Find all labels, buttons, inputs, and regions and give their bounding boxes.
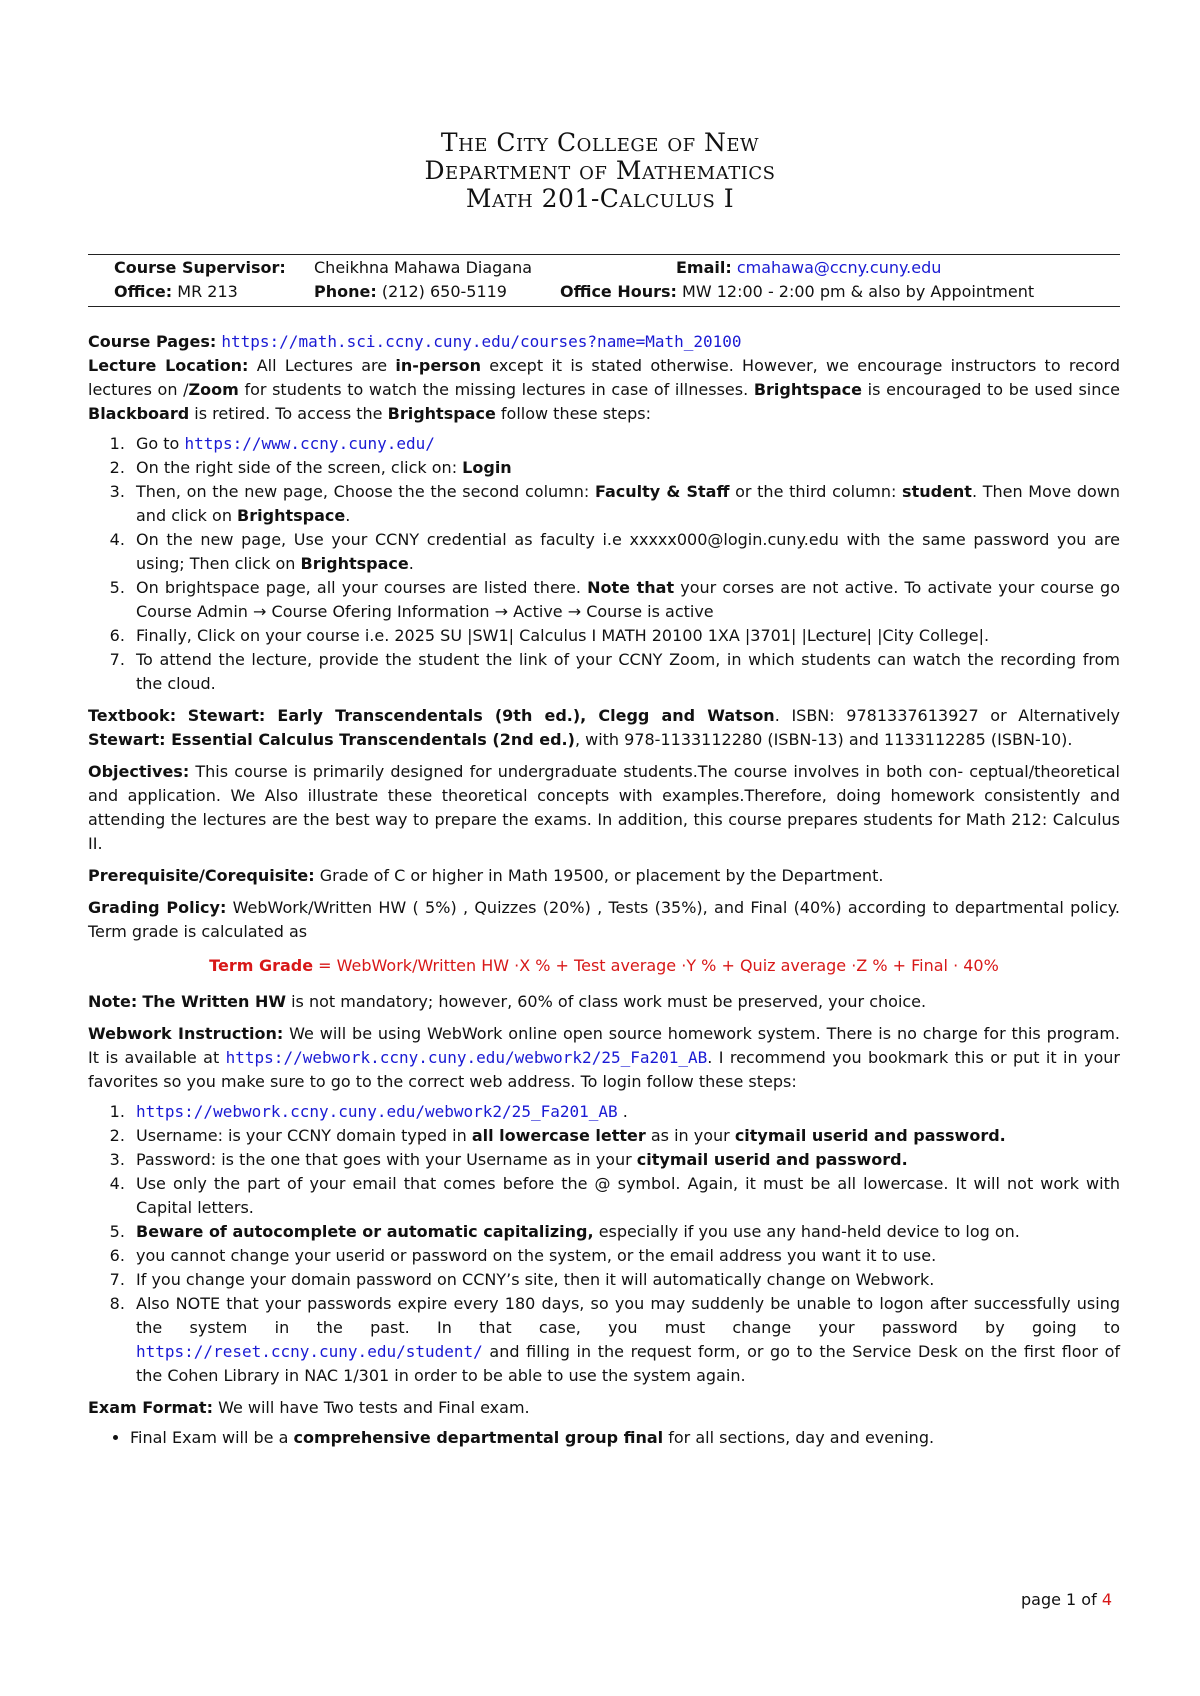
step-text: . (622, 1102, 628, 1121)
lecture-text: is encouraged to be used since (867, 380, 1121, 399)
phone-value: (212) 650-5119 (381, 282, 507, 301)
bullet-text: Final Exam will be a (130, 1428, 289, 1447)
institution-title: The City College of New (440, 128, 760, 157)
prereq-text: Grade of C or higher in Math 19500, or placement by the Department. (319, 866, 884, 885)
list-item (130, 1148, 1120, 1172)
step-bold: Beware of autocomplete or automatic capitalizing, (136, 1222, 594, 1241)
step-bold: Faculty & Staff (594, 482, 730, 501)
list-item (130, 480, 1120, 528)
webwork-steps (88, 1100, 1120, 1388)
exam-bullets (88, 1426, 1120, 1450)
hours-label: Office Hours: (560, 282, 677, 301)
course-pages-link[interactable]: https://math.sci.ccny.cuny.edu/courses?name=Math_20100 (221, 332, 742, 351)
lecture-bold: Brightspace (387, 404, 496, 423)
lecture-location (88, 354, 1120, 426)
email-label: Email: (676, 258, 732, 277)
page-total-link[interactable]: 4 (1101, 1590, 1112, 1609)
list-item: 4. Use only the part of your email that comes before the @ symbol. Again, it must be all lowercase. It will not work with Capital letters. (130, 1172, 1120, 1220)
textbook (88, 704, 1120, 752)
email-row (676, 258, 941, 277)
hours-row (560, 282, 1034, 301)
course-title: Math 201-Calculus I (465, 184, 735, 213)
step-text: . (345, 506, 351, 525)
step-bold: Note that (587, 578, 675, 597)
exam-text: We will have Two tests and Final exam. (218, 1398, 530, 1417)
objectives-label: Objectives: (88, 762, 190, 781)
step-text: Go to (136, 434, 180, 453)
step-text: On the new page, Use your CCNY credential as faculty i.e xxxxx000@login.cuny.edu with the same password you are using; Then click on (136, 530, 1120, 573)
textbook-bold: Stewart: Essential Calculus Transcendentals (2nd ed.) (88, 730, 575, 749)
page-number-text: page 1 of (1020, 1590, 1097, 1609)
step-text: Also NOTE that your passwords expire every 180 days, so you may suddenly be unable to logon after successfully using the system in the past. In that case, you must change your password by going to (136, 1294, 1120, 1337)
supervisor-row (114, 258, 286, 277)
lecture-text: for students to watch the missing lectures in case of illnesses. (244, 380, 749, 399)
office-label: Office: (114, 282, 173, 301)
reset-link[interactable]: https://reset.ccny.cuny.edu/student/ (136, 1342, 483, 1361)
webwork-label: Webwork Instruction: (88, 1024, 284, 1043)
textbook-text: . ISBN: 9781337613927 or Alternatively (774, 706, 1120, 725)
grading-policy (88, 896, 1120, 944)
step-text: Then, on the new page, Choose the the second column: (136, 482, 590, 501)
supervisor-label: Course Supervisor: (114, 258, 286, 277)
bullet-bold: comprehensive departmental group final (293, 1428, 664, 1447)
course-pages-label: Course Pages: (88, 332, 217, 351)
step-text: On the right side of the screen, click on: (136, 458, 458, 477)
step-text: Username: is your CCNY domain typed in (136, 1126, 467, 1145)
list-item: 6. Finally, Click on your course i.e. 2025 SU |SW1| Calculus I MATH 20100 1XA |3701| |Lecture| |City College|. (130, 624, 1120, 648)
prereq-label: Prerequisite/Corequisite: (88, 866, 315, 885)
phone-label: Phone: (314, 282, 377, 301)
list-item: 7. If you change your domain password on CCNY’s site, then it will automatically change on Webwork. (130, 1268, 1120, 1292)
step-text: especially if you use any hand-held device to log on. (598, 1222, 1020, 1241)
prerequisite (88, 864, 1120, 888)
webwork-instruction (88, 1022, 1120, 1094)
lecture-text: All Lectures are (256, 356, 388, 375)
exam-label: Exam Format: (88, 1398, 213, 1417)
step-text: as in your (650, 1126, 730, 1145)
webwork-step-link[interactable]: https://webwork.ccny.cuny.edu/webwork2/25_Fa201_AB (136, 1102, 618, 1121)
grading-label: Grading Policy: (88, 898, 227, 917)
lecture-text: except it is stated otherwise. However, we encourage instructors to record lectures on / (88, 356, 1120, 399)
exam-format (88, 1396, 1120, 1420)
phone-row (314, 282, 507, 301)
step-bold: Login (462, 458, 512, 477)
step-bold: Brightspace (237, 506, 346, 525)
header-bottom-rule (88, 306, 1120, 307)
document-body (88, 330, 1120, 1450)
step-text: and filling in the request form, or go to the Service Desk on the first floor of the Cohen Library in NAC 1/301 in order to be able to use the system again. (136, 1342, 1120, 1385)
list-item (130, 1220, 1120, 1244)
list-item (130, 528, 1120, 576)
webwork-link[interactable]: https://webwork.ccny.cuny.edu/webwork2/25_Fa201_AB (225, 1048, 708, 1067)
step-bold: Brightspace (300, 554, 409, 573)
webwork-text: . I recommend you bookmark this or put it in your favorites so you make sure to go to the correct web address. To login follow these steps: (88, 1048, 1120, 1091)
hours-value: MW 12:00 - 2:00 pm & also by Appointment (682, 282, 1035, 301)
textbook-text: , with 978-1133112280 (ISBN-13) and 1133112285 (ISBN-10). (574, 730, 1073, 749)
step-text: your corses are not active. To activate your course go Course Admin → Course Ofering Information → Active → Course is active (136, 578, 1120, 621)
list-item (130, 1124, 1120, 1148)
list-item (130, 432, 1120, 456)
email-link[interactable]: cmahawa@ccny.cuny.edu (736, 258, 942, 277)
lecture-text: is retired. To access the (194, 404, 383, 423)
objectives-text: This course is primarily designed for undergraduate students.The course involves in both con- ceptual/theoretical and application. We Also illustrate these theoretical concepts with examples.Therefore, doing homework consistently and attending the lectures are the best way to prepare the exams. In addition, this course prepares students for Math 212: Calculus II. (88, 762, 1120, 853)
step-bold: citymail userid and password. (734, 1126, 1006, 1145)
lecture-bold: Zoom (188, 380, 239, 399)
lecture-label: Lecture Location: (88, 356, 249, 375)
webwork-text: We will be using WebWork online open source homework system. There is no charge for this program. It is available at (88, 1024, 1121, 1067)
list-item (130, 1292, 1120, 1388)
ccny-link[interactable]: https://www.ccny.cuny.edu/ (184, 434, 435, 453)
brightspace-steps (88, 432, 1120, 696)
step-text: . Then Move down and click on (136, 482, 1121, 525)
note (88, 990, 1120, 1014)
header-top-rule (88, 254, 1120, 255)
bullet-text: for all sections, day and evening. (668, 1428, 935, 1447)
office-row (114, 282, 238, 301)
textbook-bold: Stewart: Early Transcendentals (9th ed.), Clegg and Watson (187, 706, 775, 725)
note-text: is not mandatory; however, 60% of class work must be preserved, your choice. (291, 992, 927, 1011)
step-text: . (408, 554, 414, 573)
lecture-bold: Blackboard (88, 404, 190, 423)
formula-text: = WebWork/Written HW ·X % + Test average ·Y % + Quiz average ·Z % + Final · 40% (318, 956, 999, 975)
list-item (130, 1426, 1120, 1450)
list-item (130, 576, 1120, 624)
lecture-text: follow these steps: (500, 404, 652, 423)
list-item: 7. To attend the lecture, provide the student the link of your CCNY Zoom, in which students can watch the recording from the cloud. (130, 648, 1120, 696)
list-item: 6. you cannot change your userid or password on the system, or the email address you want it to use. (130, 1244, 1120, 1268)
step-bold: citymail userid and password. (636, 1150, 908, 1169)
step-bold: student (902, 482, 972, 501)
step-text: On brightspace page, all your courses are listed there. (136, 578, 581, 597)
objectives (88, 760, 1120, 856)
grading-text: WebWork/Written HW ( 5%) , Quizzes (20%) , Tests (35%), and Final (40%) according to departmental policy. Term grade is calculated as (88, 898, 1121, 941)
textbook-label: Textbook: (88, 706, 177, 725)
course-pages (88, 330, 1120, 354)
supervisor-value: Cheikhna Mahawa Diagana (314, 258, 533, 277)
office-value: MR 213 (177, 282, 238, 301)
lecture-bold: Brightspace (753, 380, 863, 399)
note-bold: The Written HW (142, 992, 286, 1011)
lecture-bold: in-person (395, 356, 481, 375)
step-text: or the third column: (735, 482, 897, 501)
term-grade-formula (88, 954, 1120, 978)
formula-bold: Term Grade (209, 956, 314, 975)
list-item (130, 456, 1120, 480)
note-label: Note: (88, 992, 138, 1011)
page-number (1021, 1590, 1112, 1609)
step-bold: all lowercase letter (471, 1126, 646, 1145)
department-title: Department of Mathematics (424, 156, 776, 185)
list-item (130, 1100, 1120, 1124)
step-text: Password: is the one that goes with your Username as in your (136, 1150, 632, 1169)
